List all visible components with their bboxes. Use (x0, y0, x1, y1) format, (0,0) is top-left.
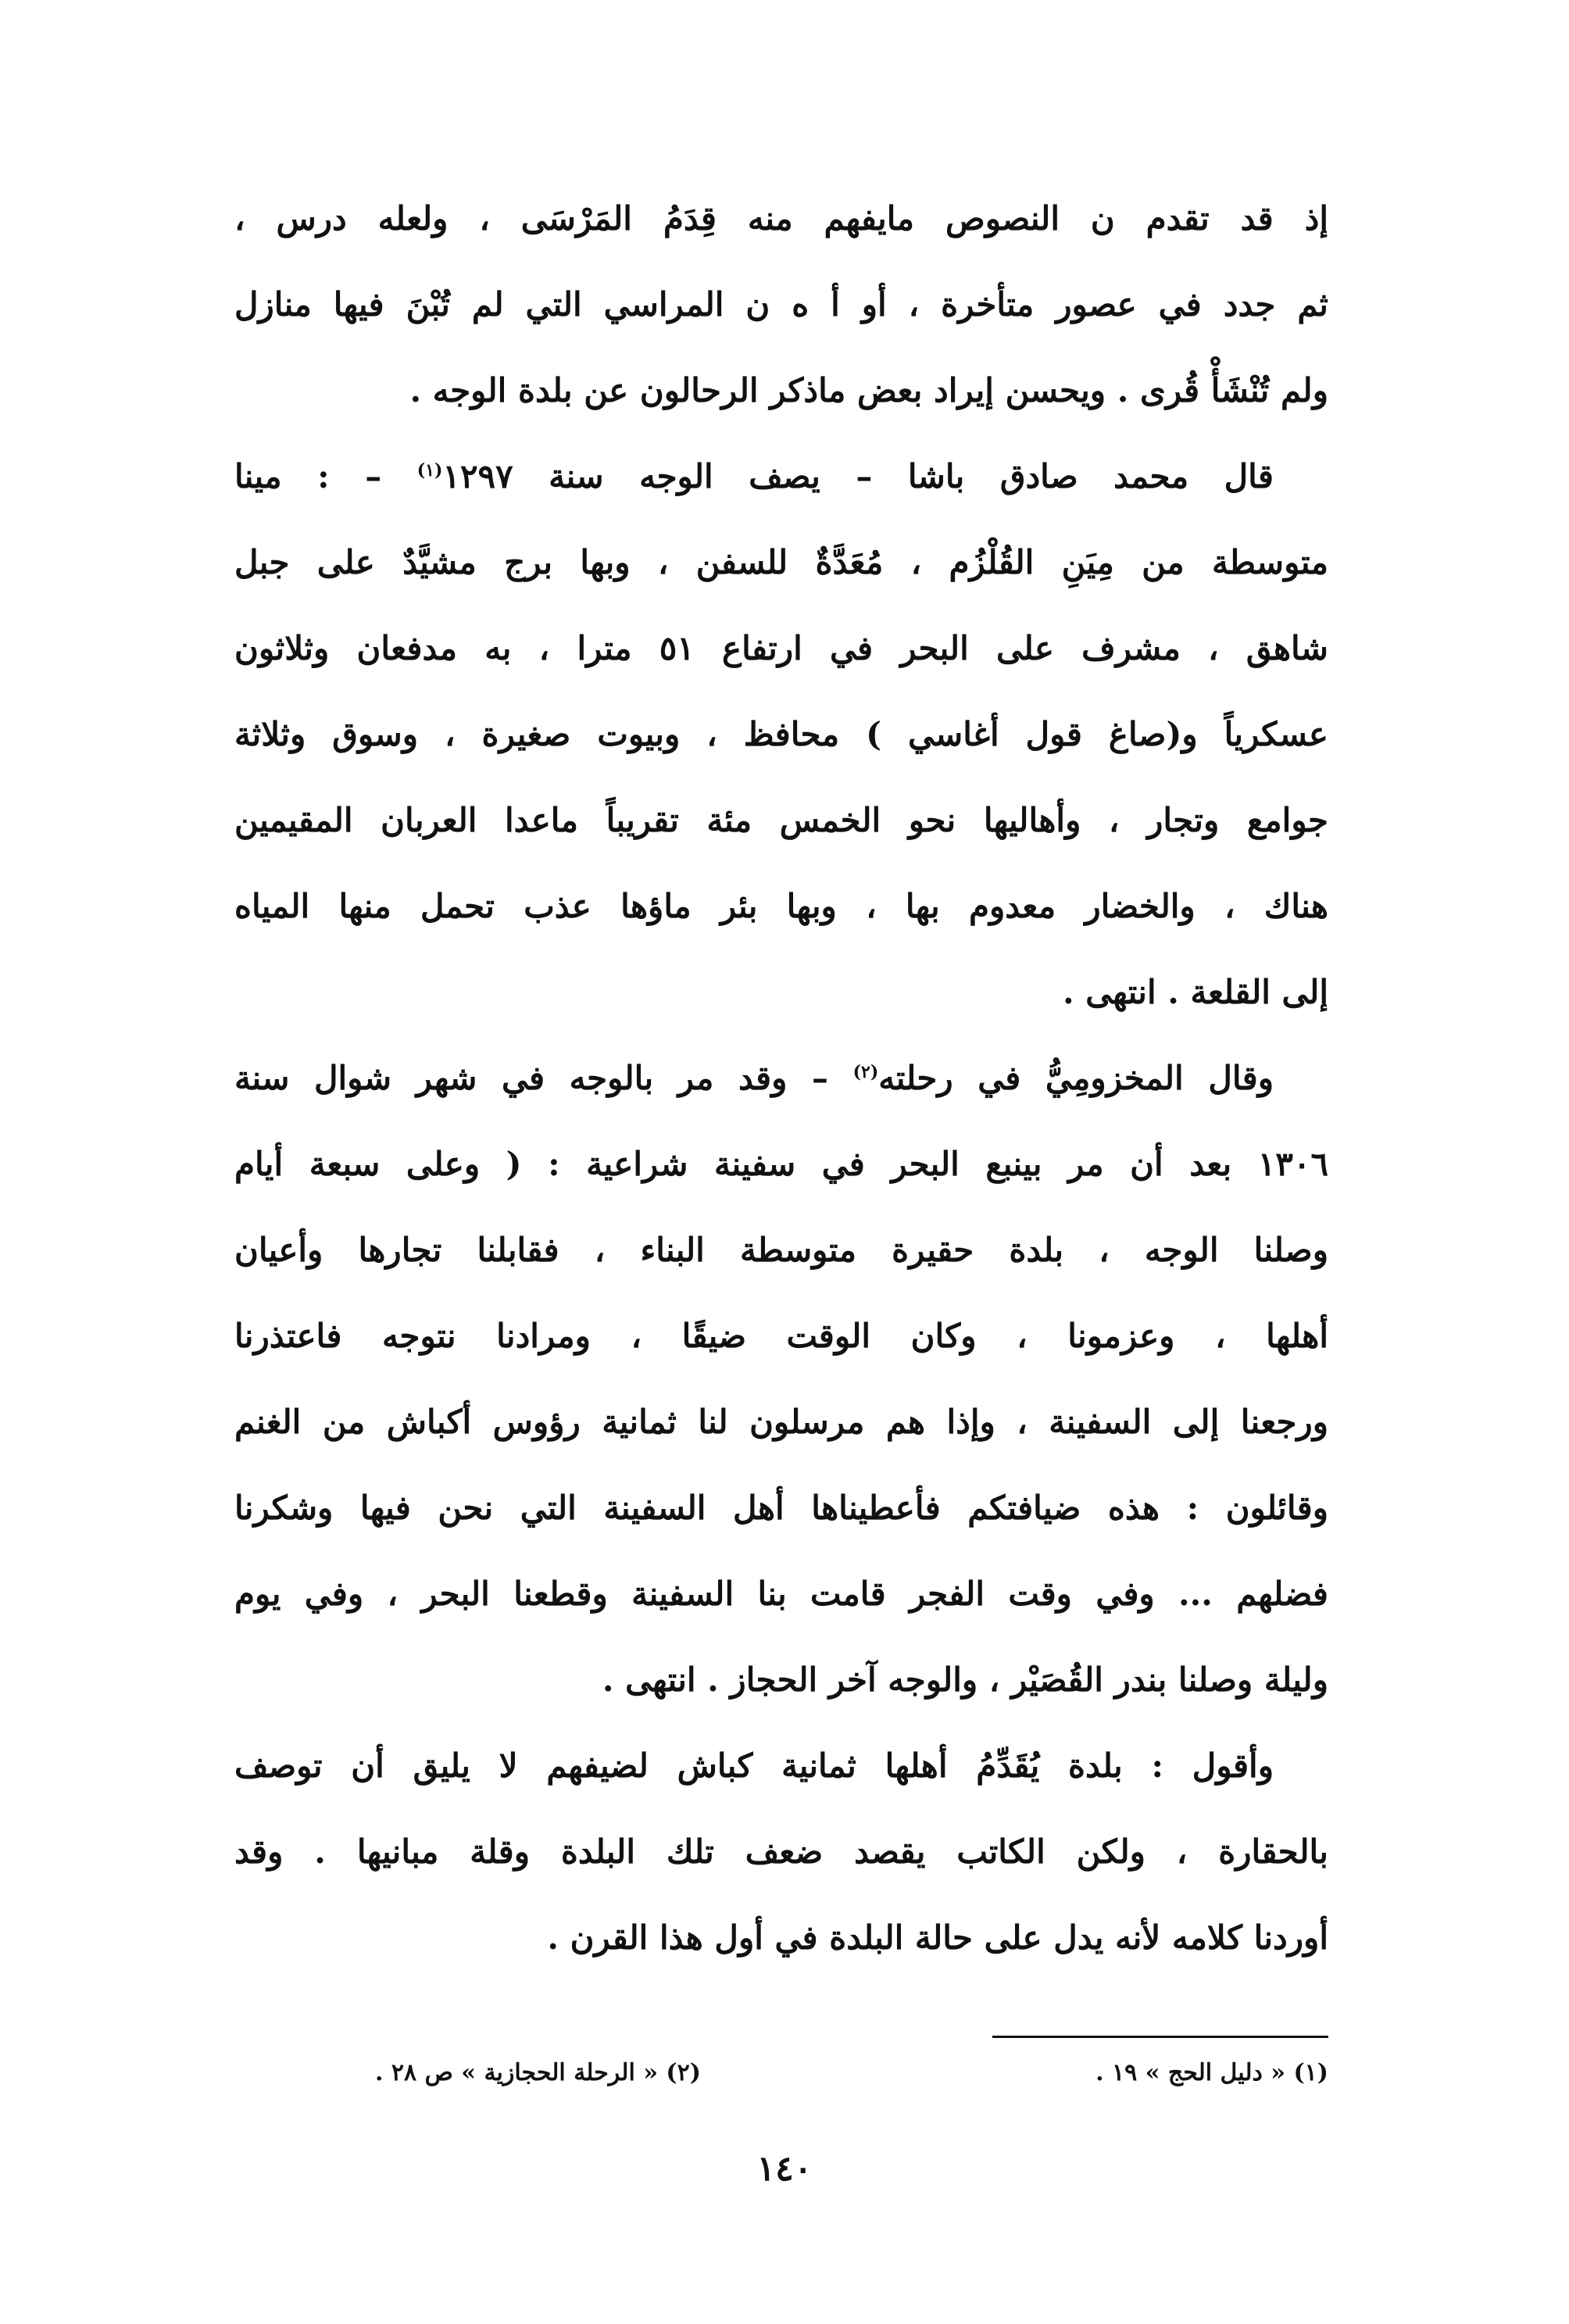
text-line: فضلهم ... وفي وقت الفجر قامت بنا السفينة وقطعنا البحر ، وفي يوم (234, 1575, 1328, 1613)
footnote-ref-1: (١) (416, 460, 443, 481)
text-line: وصلنا الوجه ، بلدة حقيرة متوسطة البناء ، فقابلنا تجارها وأعيان (234, 1231, 1328, 1269)
footnote-2: (٢) « الرحلة الحجازية » ص ٢٨ . (375, 2059, 701, 2086)
text-line (234, 434, 1328, 520)
text-line (234, 1035, 1328, 1121)
text-line: ورجعنا إلى السفينة ، وإذا هم مرسلون لنا ثمانية رؤوس أكباش من الغنم (234, 1403, 1328, 1441)
text-line: إلى القلعة . انتهى . (1063, 973, 1328, 1011)
text-line: بالحقارة ، ولكن الكاتب يقصد ضعف تلك البلدة وقلة مبانيها . وقد (234, 1832, 1328, 1871)
footnote-separator (992, 2036, 1328, 2038)
text-segment: وقال المخزومِيُّ في رحلته (878, 1059, 1274, 1097)
paragraph-4 (234, 1723, 1328, 1981)
text-line: ولم تُنْشَأْ قُرى . ويحسن إيراد بعض ماذكر الرحالون عن بلدة الوجه . (409, 371, 1328, 409)
text-segment: – : مينا (234, 457, 417, 495)
text-line: متوسطة من مِيَنِ القُلْزُم ، مُعَدَّةٌ للسفن ، وبها برج مشيَّدٌ على جبل (234, 543, 1328, 581)
text-line: إذ قد تقدم ن النصوص مايفهم منه قِدَمُ المَرْسَى ، ولعله درس ، (234, 199, 1328, 238)
text-line: عسكرياً و(صاغ قول أغاسي ) محافظ ، وبيوت صغيرة ، وسوق وثلاثة (234, 715, 1328, 753)
page-number: ١٤٠ (756, 2149, 813, 2189)
body-text (234, 176, 1328, 1981)
footnote-1: (١) « دليل الحج » ١٩ . (1095, 2059, 1328, 2086)
paragraph-2 (234, 434, 1328, 1035)
footnotes (375, 2059, 1328, 2086)
text-line: أهلها ، وعزمونا ، وكان الوقت ضيقًا ، ومرادنا نتوجه فاعتذرنا (234, 1317, 1328, 1355)
text-line: وقائلون : هذه ضيافتكم فأعطيناها أهل السفينة التي نحن فيها وشكرنا (234, 1489, 1328, 1527)
text-line: أوردنا كلامه لأنه يدل على حالة البلدة في أول هذا القرن . (547, 1918, 1328, 1957)
paragraph-1 (234, 176, 1328, 434)
text-line: جوامع وتجار ، وأهاليها نحو الخمس مئة تقريباً ماعدا العربان المقيمين (234, 801, 1328, 839)
text-line: شاهق ، مشرف على البحر في ارتفاع ٥١ مترا ، به مدفعان وثلاثون (234, 629, 1328, 667)
text-line: ١٣٠٦ بعد أن مر بينبع البحر في سفينة شراعية : ( وعلى سبعة أيام (234, 1145, 1328, 1183)
paragraph-3 (234, 1035, 1328, 1723)
footnote-ref-2: (٢) (852, 1062, 879, 1082)
text-line: هناك ، والخضار معدوم بها ، وبها بئر ماؤها عذب تحمل منها المياه (234, 887, 1328, 925)
text-line: ثم جدد في عصور متأخرة ، أو أ ه ن المراسي التي لم تُبْنَ فيها منازل (234, 285, 1328, 324)
text-line: وأقول : بلدة يُقَدِّمُ أهلها ثمانية كباش لضيفهم لا يليق أن توصف (234, 1747, 1274, 1785)
text-segment: قال محمد صادق باشا – يصف الوجه سنة ١٢٩٧ (442, 457, 1274, 495)
text-segment: – وقد مر بالوجه في شهر شوال سنة (234, 1059, 853, 1097)
text-line: وليلة وصلنا بندر القُصَيْر ، والوجه آخر الحجاز . انتهى . (602, 1661, 1328, 1699)
